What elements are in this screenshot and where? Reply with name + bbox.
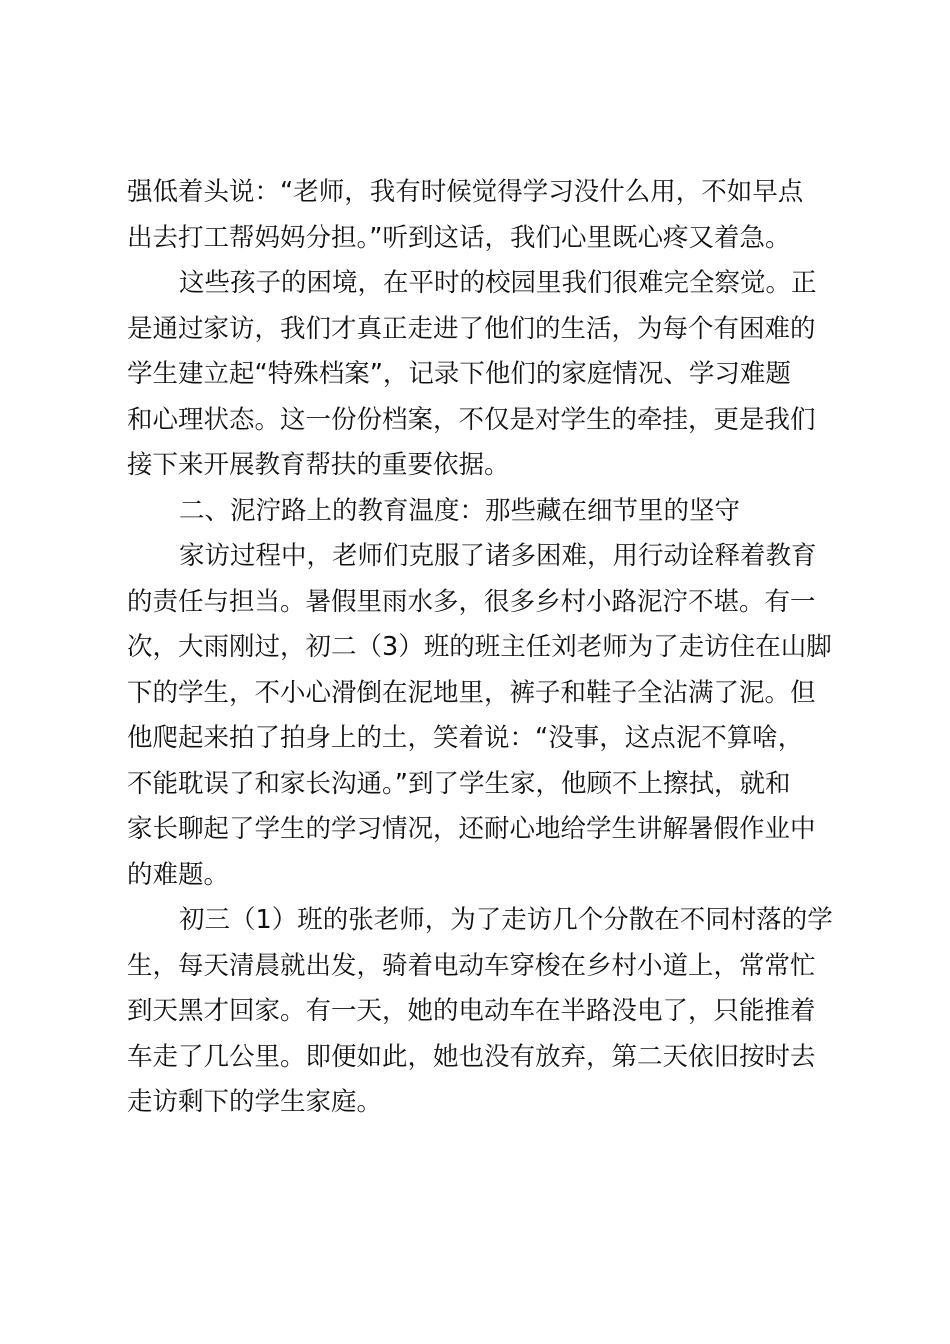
text-line: 强低着头说：“老师，我有时候觉得学习没什么用，不如早点 (127, 177, 804, 207)
paragraph-teacher-zhang (127, 898, 833, 1126)
document-body (127, 170, 833, 1126)
text-line: 下的学生，不小心滑倒在泥地里，裤子和鞋子全沾满了泥。但 (127, 677, 816, 708)
text-line: 走访剩下的学生家庭。 (127, 1087, 383, 1117)
paragraph-teacher-liu (127, 534, 833, 898)
text-line: 家长聊起了学生的学习情况，还耐心地给学生讲解暑假作业中 (127, 814, 816, 844)
text-line: 的责任与担当。暑假里雨水多，很多乡村小路泥泞不堪。有一 (127, 586, 816, 617)
text-line: 次，大雨刚过，初二（3）班的班主任刘老师为了走访住在山脚 (127, 632, 832, 662)
paragraph-continuation (127, 170, 833, 261)
section-heading (127, 489, 833, 535)
text-line: 出去打工帮妈妈分担。”听到这话，我们心里既心疼又着急。 (127, 222, 791, 253)
text-line: 生，每天清晨就出发，骑着电动车穿梭在乡村小道上，常常忙 (127, 950, 816, 981)
text-line: 初三（1）班的张老师，为了走访几个分散在不同村落的学 (179, 905, 833, 935)
paragraph-student-difficulties (127, 261, 833, 489)
text-line: 的难题。 (127, 859, 230, 890)
text-line: 到天黑才回家。有一天，她的电动车在半路没电了，只能推着 (127, 996, 816, 1026)
text-line: 车走了几公里。即便如此，她也没有放弃，第二天依旧按时去 (127, 1041, 816, 1072)
text-line: 家访过程中，老师们克服了诸多困难，用行动诠释着教育 (179, 541, 817, 571)
text-line: 接下来开展教育帮扶的重要依据。 (127, 450, 510, 480)
text-line: 和心理状态。这一份份档案，不仅是对学生的牵挂，更是我们 (127, 404, 816, 435)
text-line: 这些孩子的困境，在平时的校园里我们很难完全察觉。正 (179, 268, 817, 298)
heading-line: 二、泥泞路上的教育温度：那些藏在细节里的坚守 (179, 495, 741, 526)
text-line: 是通过家访，我们才真正走进了他们的生活，为每个有困难的 (127, 313, 816, 344)
text-line: 他爬起来拍了拍身上的土，笑着说：“没事，这点泥不算啥， (127, 723, 804, 753)
text-line: 学生建立起“特殊档案”，记录下他们的家庭情况、学习难题 (127, 359, 791, 389)
text-line: 不能耽误了和家长沟通。”到了学生家，他顾不上擦拭，就和 (127, 768, 791, 799)
